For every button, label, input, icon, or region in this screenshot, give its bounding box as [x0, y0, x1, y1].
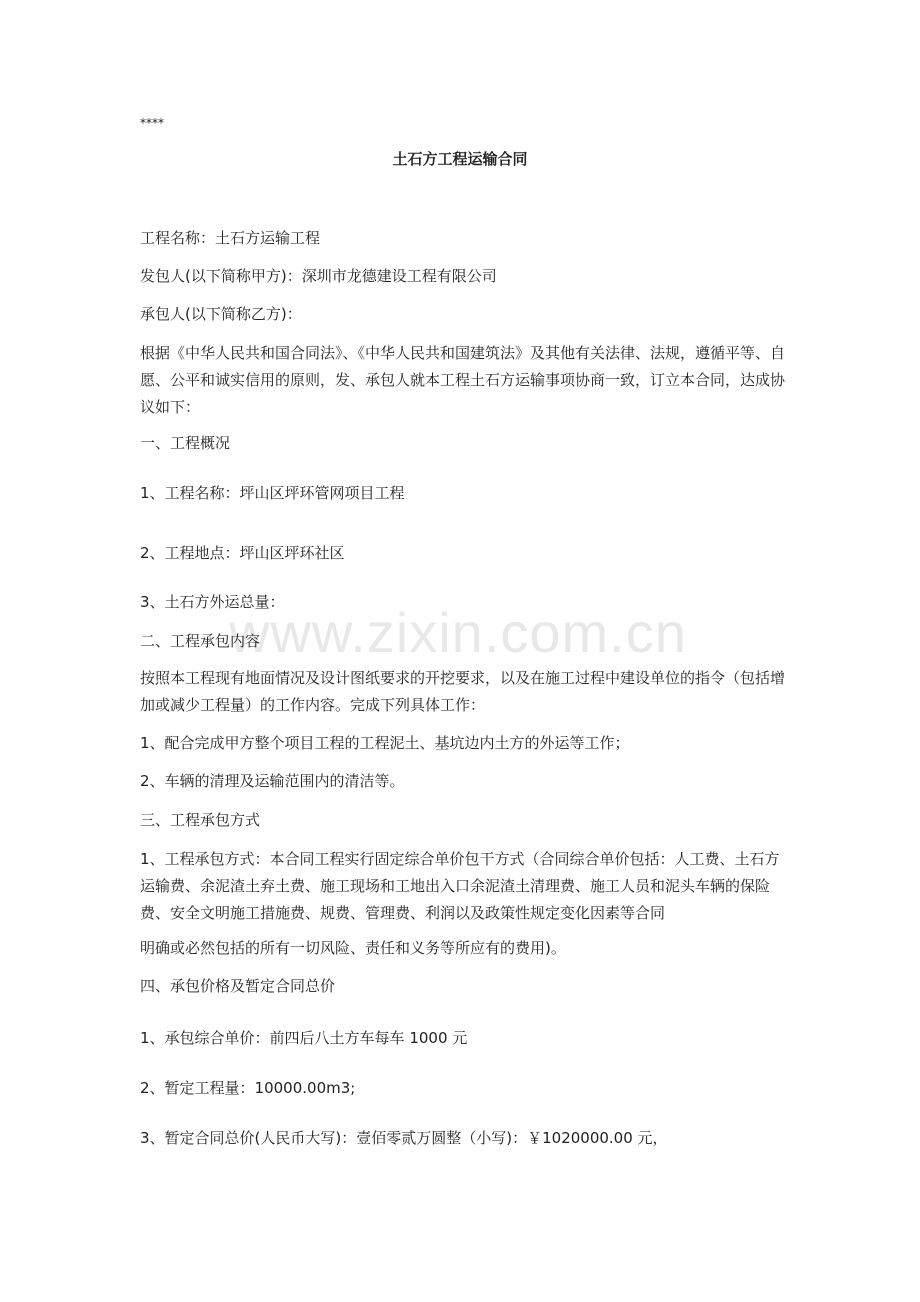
section-4-item-1: 1、承包综合单价：前四后八土方车每车 1000 元: [140, 1029, 468, 1047]
section-1-item-1: 1、工程名称：坪山区坪环管网项目工程: [140, 484, 405, 502]
contractor-line: 承包人(以下简称乙方)：: [140, 305, 302, 323]
preamble-paragraph: 根据《中华人民共和国合同法》、《中华人民共和国建筑法》及其他有关法律、法规，遵循平等、自愿、公平和诚实信用的原则，发、承包人就本工程土石方运输事项协商一致，订立本合同，达成协议如下：: [140, 344, 786, 416]
header-stars: ****: [140, 116, 164, 130]
section-1-heading: 一、工程概况: [140, 434, 231, 452]
section-4-item-3: 3、暂定合同总价(人民币大写)：壹佰零贰万圆整（小写)：￥1020000.00 元，: [140, 1129, 668, 1147]
section-4-heading: 四、承包价格及暂定合同总价: [140, 977, 336, 995]
contract-title: 土石方工程运输合同: [392, 150, 528, 168]
section-3-item-1-continued: 明确或必然包括的所有一切风险、责任和义务等所应有的费用)。: [140, 939, 566, 957]
section-4-item-2: 2、暂定工程量：10000.00m3;: [140, 1079, 356, 1097]
section-3-item-1: 1、工程承包方式：本合同工程实行固定综合单价包干方式（合同综合单价包括：人工费、土石方运输费、余泥渣土弃土费、施工现场和工地出入口余泥渣土清理费、施工人员和泥头车辆的保险费、安全文明施工措施费、规费、管理费、利润以及政策性规定变化因素等合同: [140, 850, 780, 922]
watermark-text: www.zixin.com.cn: [229, 601, 687, 664]
employer-line: 发包人(以下简称甲方)：深圳市龙德建设工程有限公司: [140, 267, 497, 285]
section-2-item-2: 2、车辆的清理及运输范围内的清洁等。: [140, 772, 405, 790]
section-1-item-2: 2、工程地点：坪山区坪环社区: [140, 544, 345, 562]
section-3-heading: 三、工程承包方式: [140, 811, 261, 829]
project-name-line: 工程名称：土石方运输工程: [140, 229, 321, 247]
section-2-item-1: 1、配合完成甲方整个项目工程的工程泥土、基坑边内土方的外运等工作；: [140, 734, 630, 752]
section-1-item-3: 3、土石方外运总量：: [140, 593, 285, 611]
section-2-paragraph: 按照本工程现有地面情况及设计图纸要求的开挖要求，以及在施工过程中建设单位的指令（包括增加或减少工程量）的工作内容。完成下列具体工作：: [140, 669, 786, 714]
section-2-heading: 二、工程承包内容: [140, 632, 261, 650]
